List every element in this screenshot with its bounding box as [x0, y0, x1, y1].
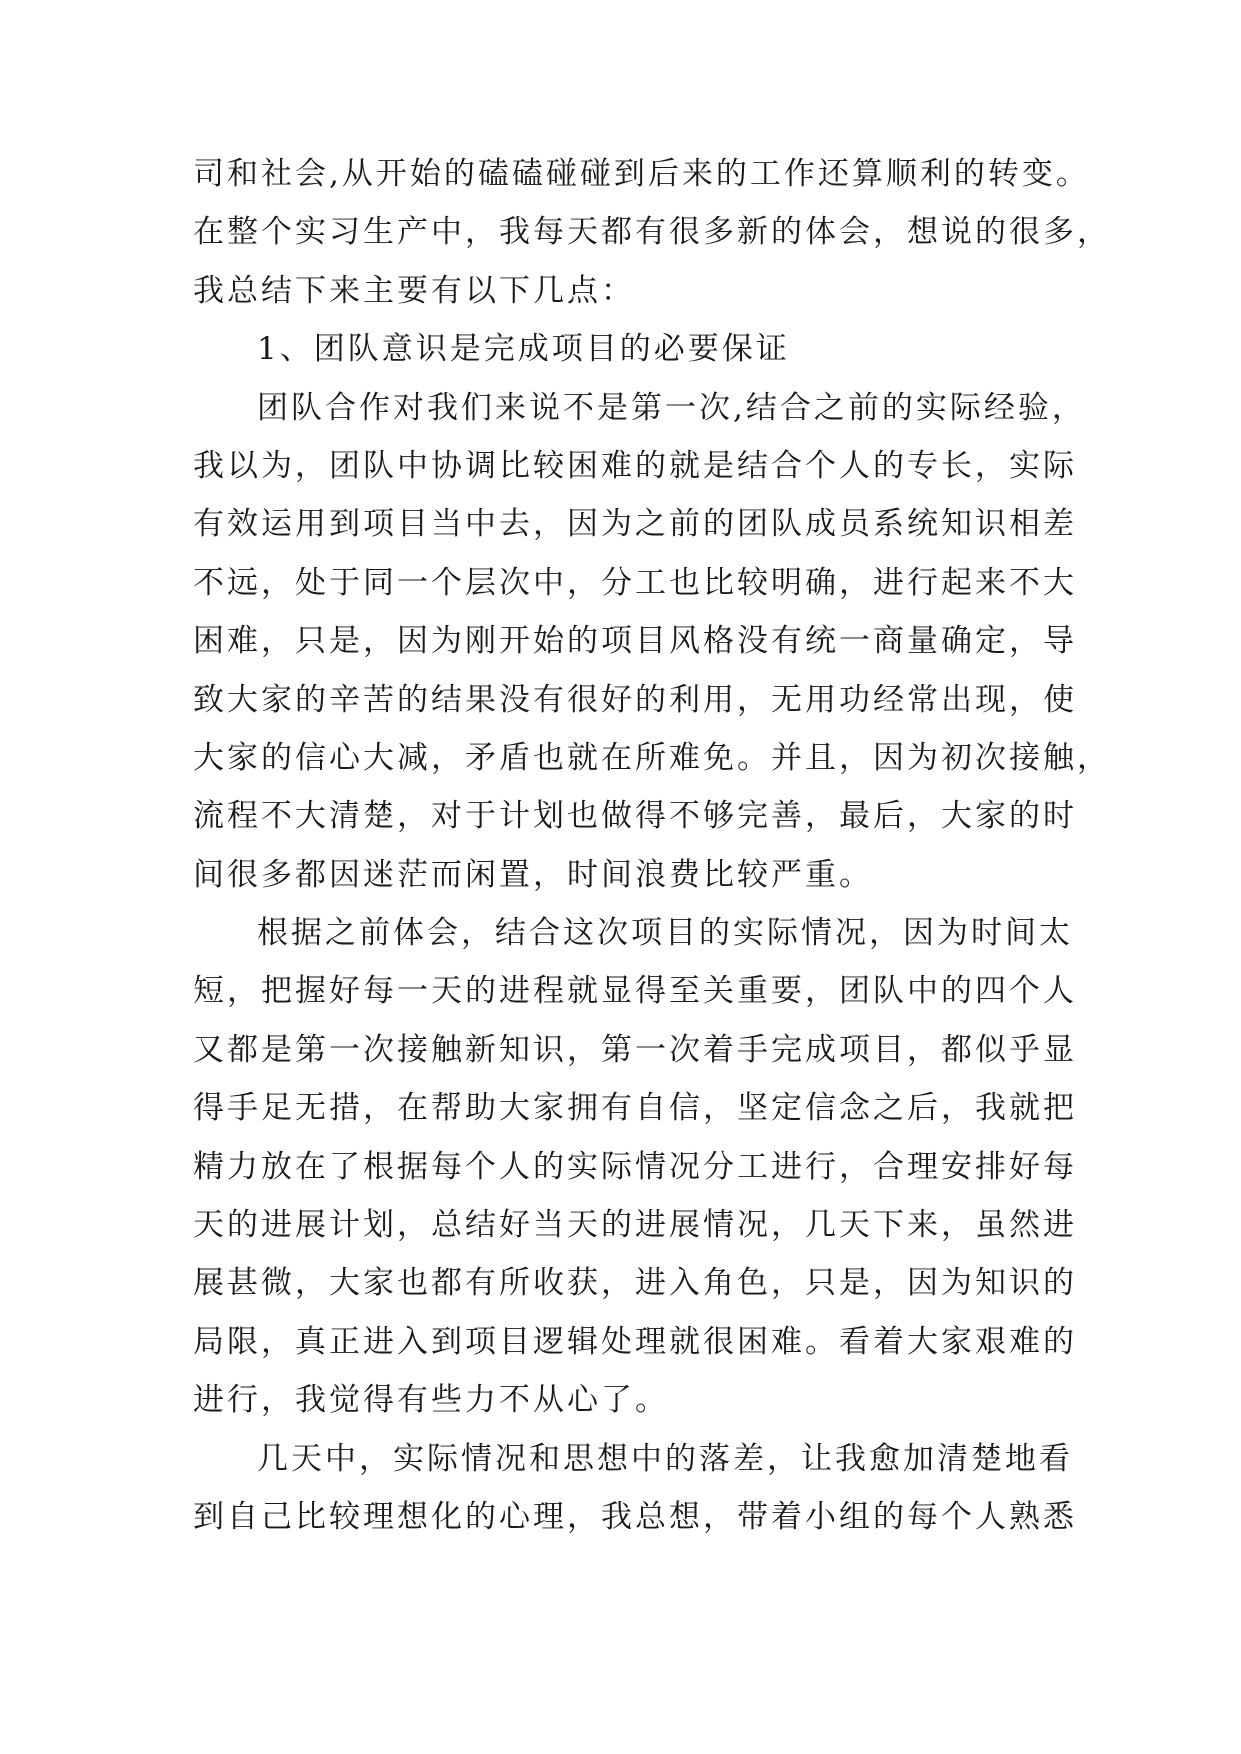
- text-line: 困难，只是，因为刚开始的项目风格没有统一商量确定，导: [193, 623, 1077, 660]
- text-line: 在整个实习生产中，我每天都有很多新的体会，想说的很多，: [193, 214, 1111, 251]
- text-line: 司和社会,从开始的磕磕碰碰到后来的工作还算顺利的转变。: [193, 156, 1090, 192]
- text-line: 短，把握好每一天的进程就显得至关重要，团队中的四个人: [193, 973, 1077, 1010]
- text-line: 我以为，团队中协调比较困难的就是结合个人的专长，实际: [193, 447, 1077, 484]
- text-line: 又都是第一次接触新知识，第一次着手完成项目，都似乎显: [193, 1031, 1077, 1068]
- text-line: 流程不大清楚，对于计划也做得不够完善，最后，大家的时: [193, 798, 1077, 835]
- text-line: 得手足无措，在帮助大家拥有自信，坚定信念之后，我就把: [193, 1090, 1077, 1127]
- text-line: 根据之前体会，结合这次项目的实际情况，因为时间太: [257, 915, 1073, 952]
- text-line: 进行，我觉得有些力不从心了。: [193, 1382, 669, 1419]
- text-line: 展甚微，大家也都有所收获，进入角色，只是，因为知识的: [193, 1265, 1077, 1302]
- section-heading: 1、团队意识是完成项目的必要保证: [257, 331, 790, 368]
- text-line: 间很多都因迷茫而闲置，时间浪费比较严重。: [193, 856, 873, 893]
- text-line: 有效运用到项目当中去，因为之前的团队成员系统知识相差: [193, 506, 1077, 543]
- text-line: 大家的信心大减，矛盾也就在所难免。并且，因为初次接触，: [193, 739, 1111, 776]
- text-line: 天的进展计划，总结好当天的进展情况，几天下来，虽然进: [193, 1207, 1077, 1244]
- text-line: 到自己比较理想化的心理，我总想，带着小组的每个人熟悉: [193, 1498, 1077, 1535]
- text-line: 局限，真正进入到项目逻辑处理就很困难。看着大家艰难的: [193, 1323, 1077, 1360]
- document-body: [193, 145, 1111, 1546]
- text-line: 不远，处于同一个层次中，分工也比较明确，进行起来不大: [193, 564, 1077, 601]
- text-line: 精力放在了根据每个人的实际情况分工进行，合理安排好每: [193, 1148, 1077, 1185]
- text-line: 致大家的辛苦的结果没有很好的利用，无用功经常出现，使: [193, 681, 1077, 718]
- text-line: 几天中，实际情况和思想中的落差，让我愈加清楚地看: [257, 1440, 1073, 1477]
- text-line: 我总结下来主要有以下几点：: [193, 272, 635, 309]
- text-line: 团队合作对我们来说不是第一次,结合之前的实际经验，: [257, 389, 1086, 426]
